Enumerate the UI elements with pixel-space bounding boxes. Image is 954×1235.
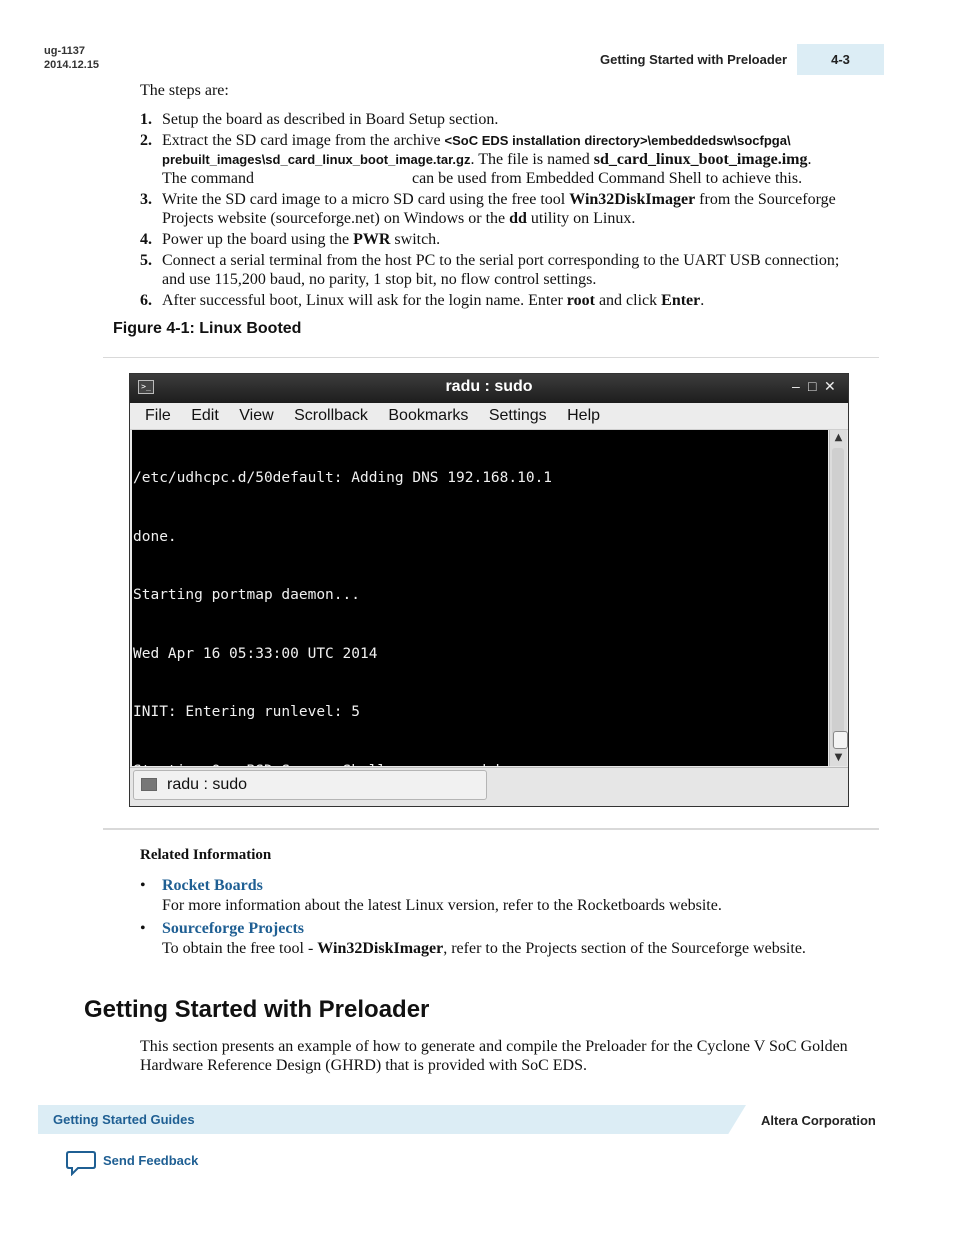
scroll-down-icon[interactable]: ▼	[834, 752, 843, 763]
step-item	[140, 131, 860, 188]
related-info-title: Related Information	[140, 847, 272, 863]
related-desc: For more information about the latest Linux version, refer to the Rocketboards website.	[162, 897, 722, 914]
step-text: Extract the SD card image from the archive	[162, 132, 445, 149]
terminal-menubar	[130, 403, 848, 430]
header-page-number: 4-3	[831, 52, 850, 67]
related-info-list	[140, 876, 880, 962]
terminal-line: Starting portmap daemon...	[133, 587, 360, 603]
section-body: This section presents an example of how to generate and compile the Preloader for the Cyclone V SoC Golden Hardware Reference Design (GHRD) that is provided with SoC EDS.	[140, 1038, 848, 1074]
step-text: from the Sourceforge Projects website (sourceforge.net) on Windows or the	[162, 191, 836, 227]
related-item	[140, 919, 880, 959]
archive-path: <SoC EDS installation directory>\embeddedsw\socfpga\ prebuilt_images\sd_card_linux_boot_image.tar.gz	[162, 133, 791, 167]
step-number: 5.	[140, 252, 152, 269]
footer-guide-title[interactable]: Getting Started Guides	[53, 1112, 195, 1127]
terminal-tab-label: radu : sudo	[167, 776, 248, 793]
figure-bottom-divider	[103, 828, 879, 830]
step-text: .	[807, 151, 812, 168]
related-desc: To obtain the free tool -	[162, 940, 318, 957]
scroll-up-icon[interactable]: ▲	[834, 432, 843, 443]
figure-caption: Figure 4-1: Linux Booted	[113, 320, 302, 337]
step-text: . The file is named	[470, 151, 594, 168]
login-root: root	[566, 292, 595, 309]
maximize-icon[interactable]: □	[808, 378, 827, 394]
tool-name: Win32DiskImager	[317, 940, 444, 957]
step-number: 3.	[140, 191, 152, 208]
doc-id: ug-1137	[44, 45, 85, 57]
send-feedback-link[interactable]: Send Feedback	[103, 1153, 199, 1168]
enter-key: Enter	[661, 292, 701, 309]
step-number: 2.	[140, 132, 152, 149]
steps-list	[140, 110, 860, 312]
feedback-icon[interactable]	[66, 1150, 96, 1176]
rocket-boards-link[interactable]: Rocket Boards	[162, 877, 263, 894]
section-heading: Getting Started with Preloader	[84, 996, 430, 1023]
menu-file[interactable]: File	[145, 407, 171, 424]
step-text: switch.	[390, 231, 441, 248]
bullet: •	[140, 920, 146, 937]
step-text: Power up the board using the	[162, 231, 354, 248]
step-text: The command	[162, 170, 254, 187]
step-item	[140, 251, 860, 289]
step-text: utility on Linux.	[526, 210, 636, 227]
tool-name: Win32DiskImager	[569, 191, 696, 208]
header-section-title: Getting Started with Preloader	[600, 52, 788, 67]
terminal-line: done.	[133, 528, 177, 545]
sourceforge-link[interactable]: Sourceforge Projects	[162, 920, 305, 937]
scrollbar-track[interactable]	[832, 448, 844, 748]
terminal-output[interactable]	[132, 430, 828, 766]
footer-company: Altera Corporation	[761, 1113, 876, 1128]
figure-top-divider	[103, 357, 879, 358]
terminal-tab[interactable]	[133, 770, 487, 800]
step-text: Connect a serial terminal from the host PC to the serial port corresponding to the UART USB connection; and use 115,200 baud, no parity, 1 stop bit, no flow control settings.	[162, 252, 840, 288]
pwr-switch: PWR	[353, 231, 391, 248]
image-filename: sd_card_linux_boot_image.img	[593, 151, 808, 168]
step-text: and click	[594, 292, 662, 309]
step-item	[140, 230, 860, 249]
terminal-icon: >_	[138, 380, 154, 394]
doc-date: 2014.12.15	[44, 59, 100, 71]
step-text: Setup the board as described in Board Setup section.	[162, 111, 499, 128]
step-text: After successful boot, Linux will ask for the login name. Enter	[162, 292, 567, 309]
related-item	[140, 876, 880, 916]
menu-scrollback[interactable]: Scrollback	[294, 407, 368, 424]
doc-id-block	[44, 44, 99, 72]
window-controls	[792, 378, 846, 395]
terminal-line: /etc/udhcpc.d/50default: Adding DNS 192.168.10.1	[133, 470, 553, 486]
step-number: 1.	[140, 111, 152, 128]
terminal-titlebar	[130, 374, 848, 403]
terminal-line: INIT: Entering runlevel: 5	[133, 704, 360, 720]
scrollbar-thumb[interactable]	[833, 731, 848, 749]
minimize-icon[interactable]: –	[792, 378, 810, 394]
close-icon[interactable]: ✕	[824, 378, 846, 394]
step-item	[140, 291, 860, 310]
steps-intro: The steps are:	[140, 82, 229, 99]
step-number: 4.	[140, 231, 152, 248]
menu-edit[interactable]: Edit	[191, 407, 219, 424]
menu-settings[interactable]: Settings	[488, 407, 547, 424]
terminal-title: radu : sudo	[445, 378, 533, 395]
menu-help[interactable]: Help	[567, 407, 601, 424]
step-item	[140, 190, 860, 228]
dd-utility: dd	[509, 210, 527, 227]
step-text: .	[700, 292, 705, 309]
terminal-window	[129, 373, 849, 807]
step-text: can be used from Embedded Command Shell to achieve this.	[411, 170, 803, 187]
terminal-line: Wed Apr 16 05:33:00 UTC 2014	[133, 645, 378, 662]
related-desc: , refer to the Projects section of the Sourceforge website.	[443, 940, 806, 957]
step-item	[140, 110, 860, 129]
terminal-tabbar	[130, 767, 848, 807]
step-number: 6.	[140, 292, 152, 309]
step-text: Write the SD card image to a micro SD card using the free tool	[162, 191, 570, 208]
bullet: •	[140, 877, 146, 894]
terminal-tab-icon	[141, 778, 157, 791]
menu-view[interactable]: View	[239, 407, 274, 424]
terminal-scrollbar[interactable]	[829, 430, 847, 766]
menu-bookmarks[interactable]: Bookmarks	[388, 407, 469, 424]
